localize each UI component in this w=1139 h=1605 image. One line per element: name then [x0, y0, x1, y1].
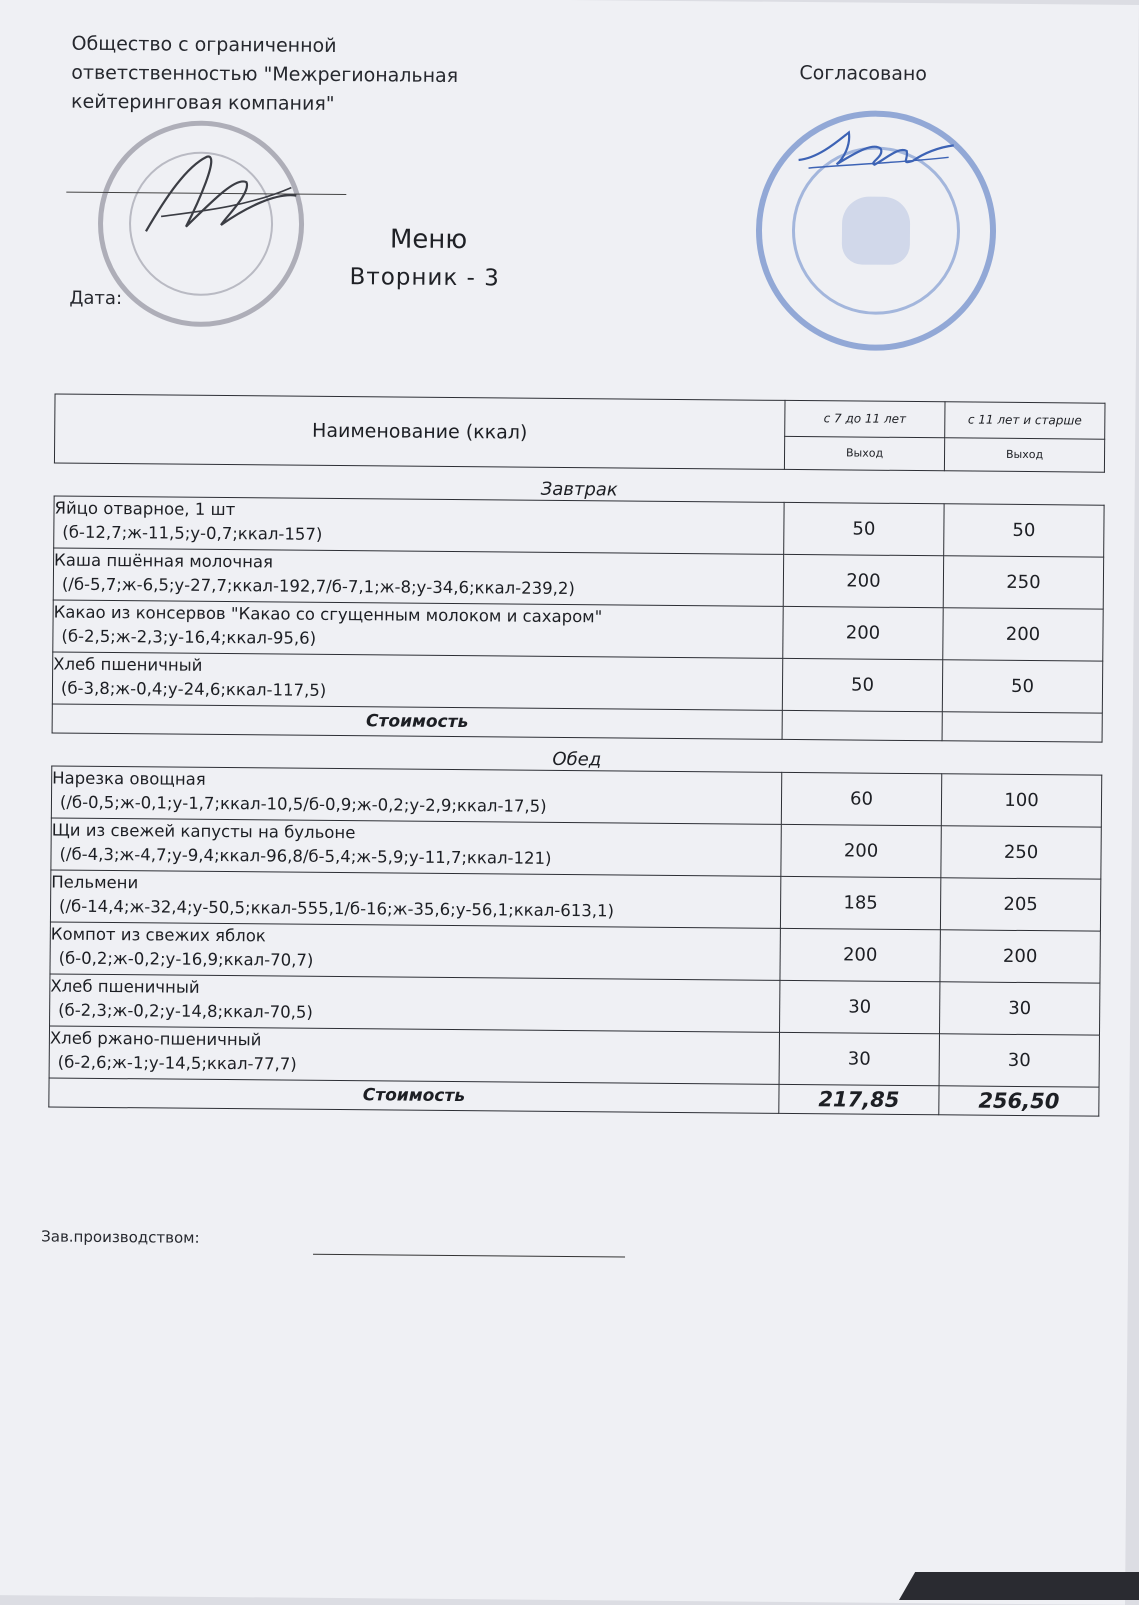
organization-name: Общество с ограниченной ответственностью "Межрегиональная кейтеринговая компания"	[70, 32, 459, 115]
dish-cell	[50, 922, 780, 980]
output-11-plus: 50	[944, 504, 1104, 557]
table-row	[53, 548, 1103, 609]
table-row	[51, 818, 1101, 879]
dish-cell	[50, 974, 780, 1032]
dish-nutrition: (б-2,3;ж-0,2;у-14,8;ккал-70,5)	[58, 1000, 313, 1022]
signature-right	[788, 120, 959, 181]
output-7-11: 200	[783, 554, 943, 607]
dish-name: Хлеб ржано-пшеничный	[49, 1028, 262, 1050]
breakfast-cost-11-plus	[942, 712, 1102, 742]
signature-left	[126, 136, 307, 248]
breakfast-cost-label: Стоимость	[52, 704, 782, 739]
output-7-11: 30	[779, 980, 939, 1033]
dish-name: Каша пшённая молочная	[54, 550, 274, 572]
dish-name: Компот из свежих яблок	[50, 924, 266, 946]
menu-title: Меню	[389, 224, 468, 256]
output-11-plus: 250	[943, 556, 1103, 609]
output-7-11: 60	[781, 772, 941, 825]
output-11-plus: 205	[940, 878, 1100, 931]
output-11-plus: 200	[940, 930, 1100, 983]
dish-nutrition: (б-2,5;ж-2,3;у-16,4;ккал-95,6)	[61, 626, 317, 648]
output-11-plus: 50	[942, 660, 1102, 713]
table-row	[50, 922, 1100, 983]
background-corner	[899, 1572, 1139, 1600]
dish-name: Какао из консервов "Какао со сгущенным молоком и сахаром"	[53, 602, 603, 627]
output-header-7-11: Выход	[784, 436, 944, 471]
dish-nutrition: (б-0,2;ж-0,2;у-16,9;ккал-70,7)	[58, 948, 314, 970]
dish-name: Щи из свежей капусты на бульоне	[51, 820, 356, 843]
date-label: Дата:	[69, 287, 123, 310]
dish-cell	[53, 600, 783, 658]
output-11-plus: 200	[943, 608, 1103, 661]
table-row	[54, 496, 1104, 557]
section-breakfast-title: Завтрак	[540, 478, 618, 501]
dish-cell	[52, 652, 782, 710]
lunch-cost-11-plus: 256,50	[939, 1086, 1099, 1116]
breakfast-cost-7-11	[782, 710, 942, 740]
table-row	[49, 1026, 1099, 1087]
dish-cell	[49, 1026, 779, 1084]
dish-name: Хлеб пшеничный	[53, 654, 203, 675]
name-header: Наименование (ккал)	[54, 394, 785, 469]
dish-name: Нарезка овощная	[52, 768, 206, 789]
section-lunch-title: Обед	[552, 748, 602, 771]
lunch-cost-label: Стоимость	[49, 1078, 779, 1113]
age-group-11-plus-header: с 11 лет и старше	[945, 402, 1105, 439]
menu-table	[48, 394, 1105, 1117]
dish-name: Яйцо отварное, 1 шт	[54, 498, 236, 520]
dish-nutrition: (б-12,7;ж-11,5;у-0,7;ккал-157)	[62, 522, 323, 544]
production-signature-line	[313, 1254, 625, 1258]
output-7-11: 200	[783, 606, 943, 659]
output-11-plus: 250	[941, 826, 1101, 879]
table-row	[53, 600, 1103, 661]
output-header-11-plus: Выход	[944, 437, 1104, 472]
age-group-7-11-header: с 7 до 11 лет	[785, 400, 945, 437]
approved-label: Согласовано	[799, 62, 928, 86]
output-11-plus: 30	[939, 1034, 1099, 1087]
output-7-11: 50	[782, 658, 942, 711]
table-row	[52, 652, 1102, 713]
dish-cell	[54, 496, 784, 554]
output-7-11: 50	[784, 502, 944, 555]
output-11-plus: 30	[939, 982, 1099, 1035]
output-7-11: 30	[779, 1032, 939, 1085]
output-7-11: 185	[780, 876, 940, 929]
table-row	[50, 974, 1100, 1035]
lunch-cost-7-11: 217,85	[779, 1084, 939, 1114]
dish-cell	[53, 548, 783, 606]
table-row	[51, 766, 1101, 827]
dish-nutrition: (/б-0,5;ж-0,1;у-1,7;ккал-10,5/б-0,9;ж-0,2;у-2,9;ккал-17,5)	[59, 792, 547, 816]
dish-nutrition: (б-3,8;ж-0,4;у-24,6;ккал-117,5)	[60, 678, 327, 700]
dish-cell	[50, 870, 780, 928]
dish-name: Хлеб пшеничный	[50, 976, 200, 997]
dish-nutrition: (/б-14,4;ж-32,4;у-50,5;ккал-555,1/б-16;ж-35,6;у-56,1;ккал-613,1)	[58, 896, 615, 921]
production-manager-label: Зав.производством:	[41, 1227, 200, 1247]
menu-subtitle: Вторник - 3	[349, 264, 500, 292]
dish-nutrition: (/б-5,7;ж-6,5;у-27,7;ккал-192,7/б-7,1;ж-8;у-34,6;ккал-239,2)	[61, 574, 575, 599]
dish-nutrition: (б-2,6;ж-1;у-14,5;ккал-77,7)	[57, 1052, 297, 1074]
dish-cell	[51, 766, 781, 824]
dish-nutrition: (/б-4,3;ж-4,7;у-9,4;ккал-96,8/б-5,4;ж-5,9;у-11,7;ккал-121)	[59, 844, 552, 868]
dish-cell	[51, 818, 781, 876]
output-7-11: 200	[780, 928, 940, 981]
dish-name: Пельмени	[51, 872, 139, 893]
table-row	[50, 870, 1100, 931]
output-11-plus: 100	[941, 774, 1101, 827]
output-7-11: 200	[781, 824, 941, 877]
